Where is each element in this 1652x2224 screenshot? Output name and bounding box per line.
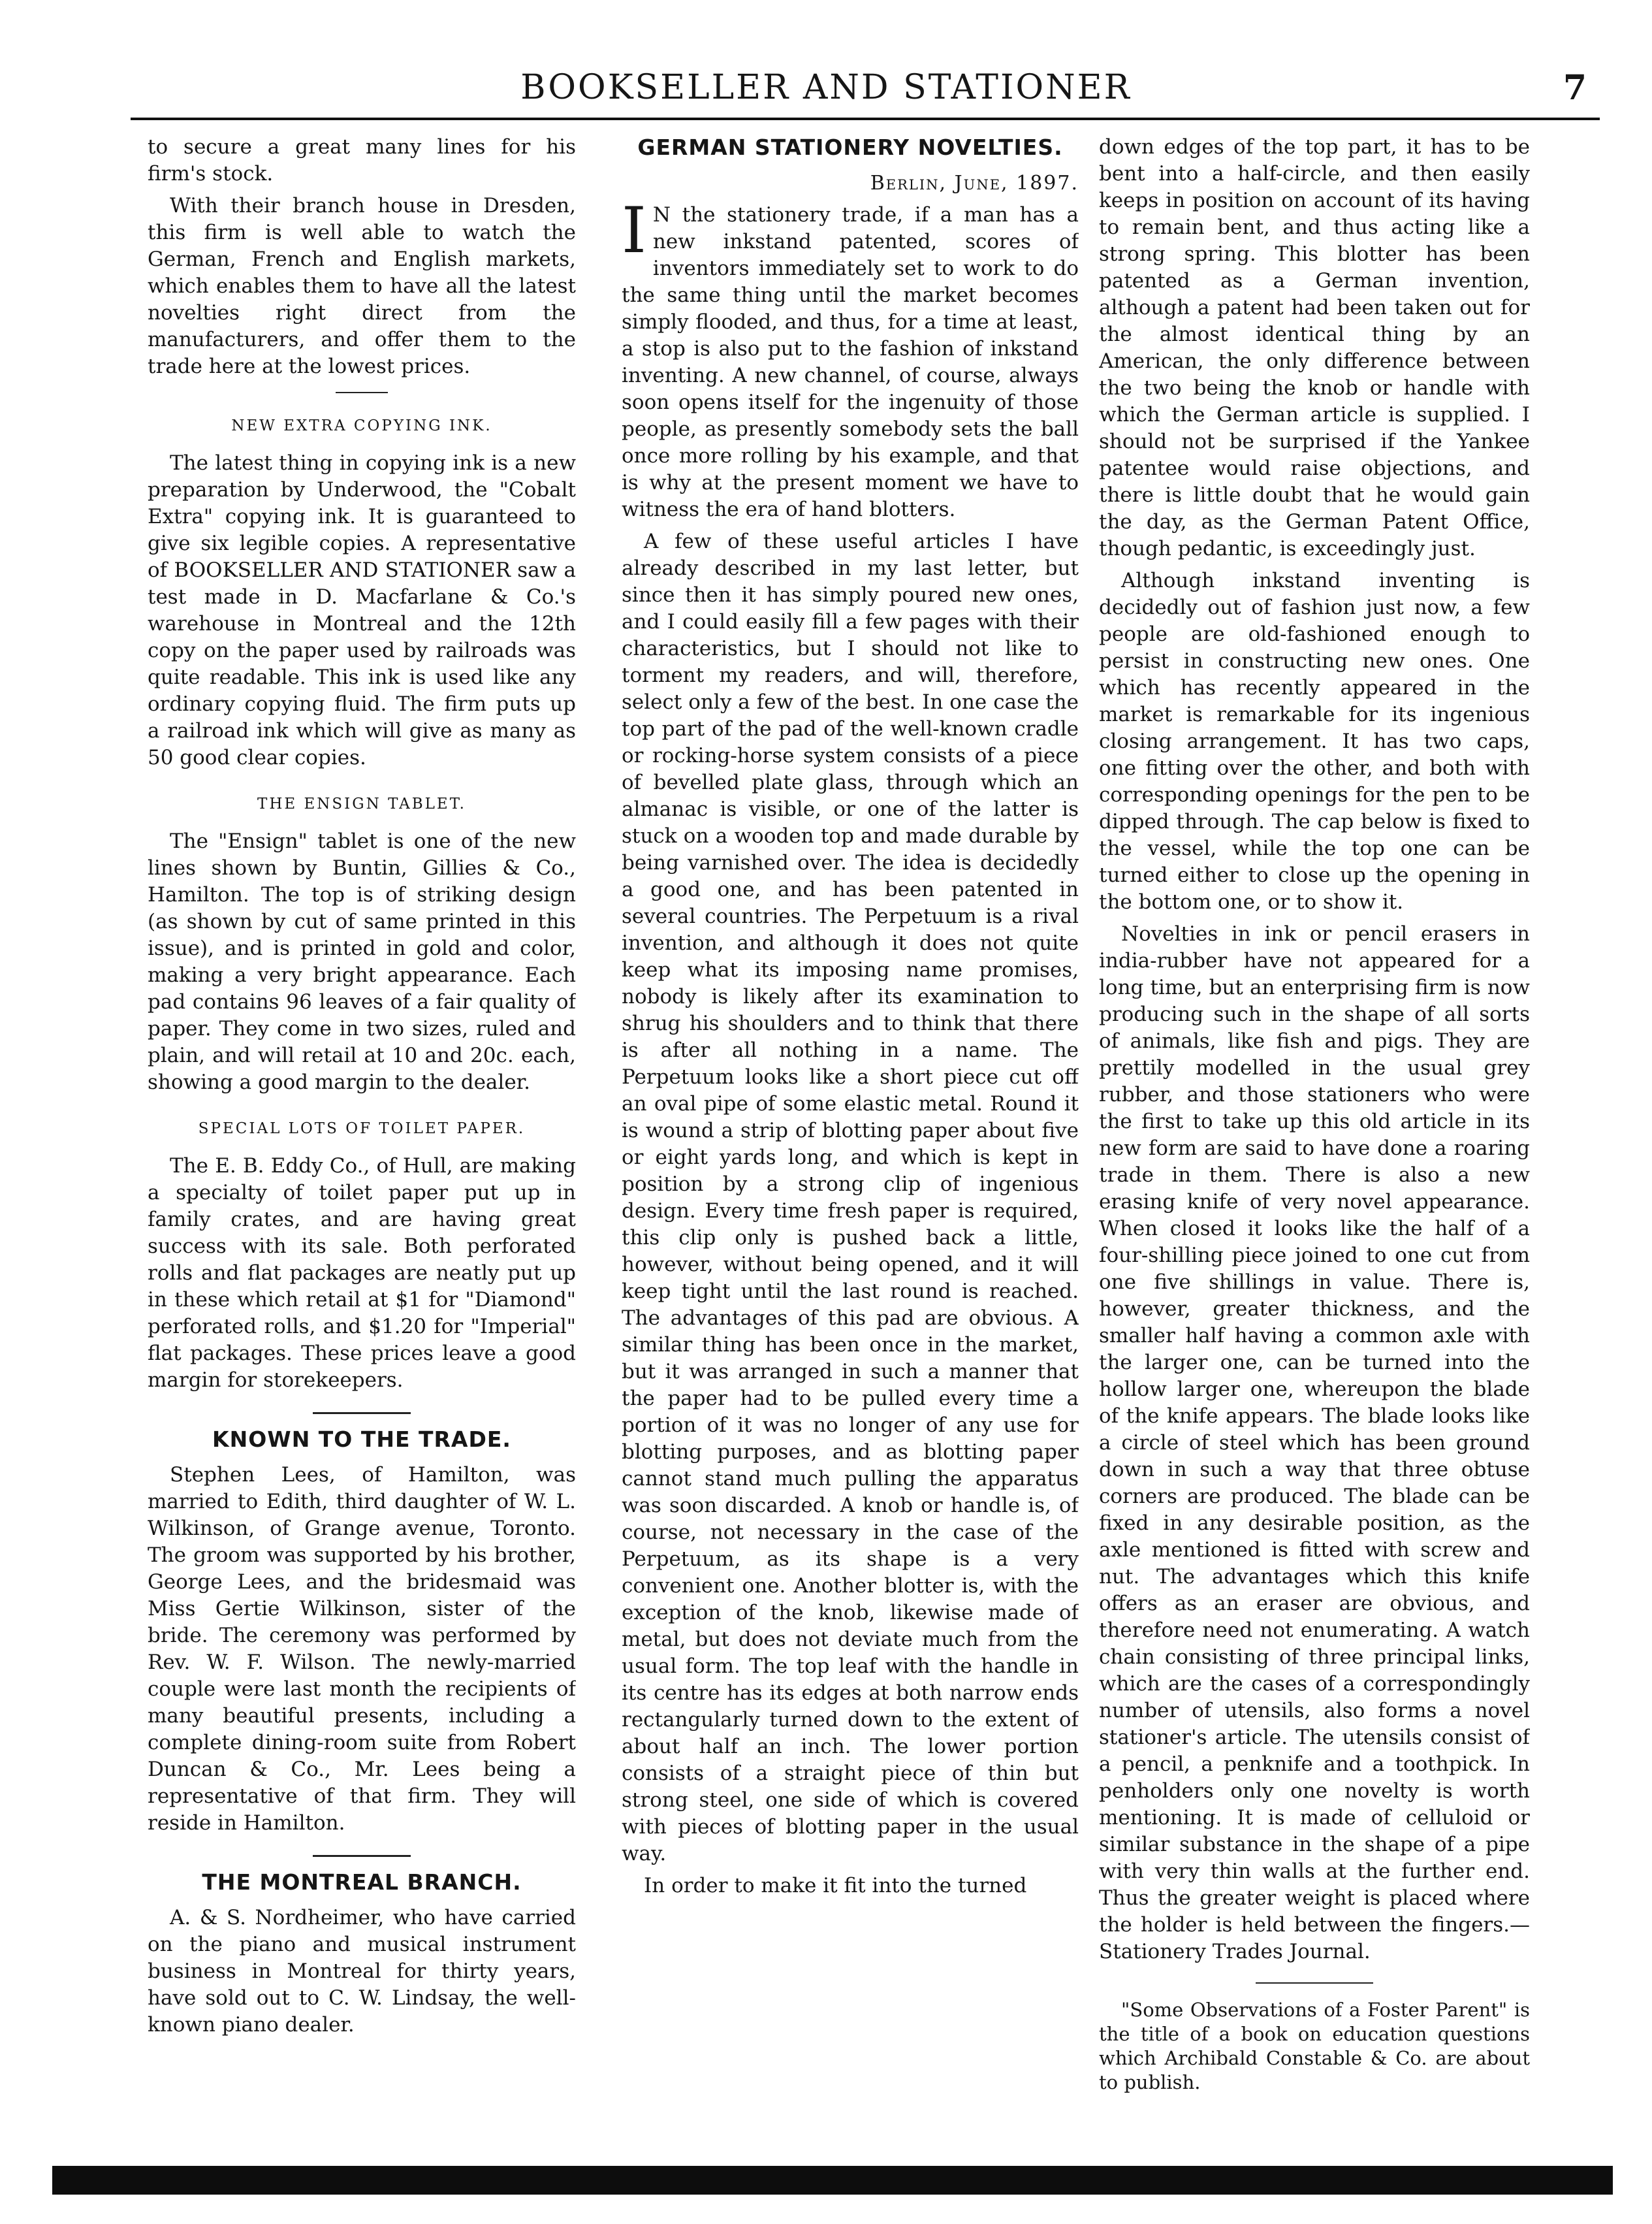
- paragraph-dresden-branch: With their branch house in Dresden, this firm is well able to watch the German, French and English markets, which enables them to have all the latest novelties right direct from the manufacturers, and offer them to the trade here at the lowest prices.: [148, 194, 576, 378]
- paragraph-inkstand-caps: Although inkstand inventing is decidedly out of fashion just now, a few people are old-fashioned enough to persist in constructing new ones. One which has recently appeared in the market is remarkable for its ingenious closing arrangement. It has two caps, one fitting over the other, and both with corresponding openings for the pen to be dipped through. The cap below is fixed to the vessel, while the top one can be turned either to close up the opening in the bottom one, or to show it.: [1099, 569, 1530, 914]
- heading-new-extra-copying-ink: NEW EXTRA COPYING INK.: [231, 417, 492, 434]
- heading-ensign-tablet: THE ENSIGN TABLET.: [257, 796, 466, 813]
- page-header: [0, 65, 1652, 124]
- paragraph-blotters: A few of these useful articles I have already described in my last letter, but since then it has simply poured new ones, and I could easily fill a few pages with their characteristics, but I should not like to torment my readers, and will, therefore, select only a few of the best. In one case the top part of the pad of the well-known cradle or rocking-horse system consists of a piece of bevelled plate glass, through which an almanac is visible, or one of the latter is stuck on a wooden top and made durable by being varnished over. The idea is decidedly a good one, and has been patented in several countries. The Perpetuum is a rival invention, and although it does not quite keep what its imposing name promises, nobody is likely after its examination to shrug his shoulders and to think that there is after all nothing in a name. The Perpetuum looks like a short piece cut off an oval pipe of some elastic metal. Round it is wound a strip of blotting paper about five or eight yards long, and which is kept in position by a strong clip of ingenious design. Every time fresh paper is required, this clip only is pushed back a little, however, without being opened, and it will keep tight until the last round is reached. The advantages of this pad are obvious. A similar thing has been once in the market, but it was arranged in such a manner that the paper had to be pulled every time a portion of it was no longer of any use for blotting purposes, and as blotting paper cannot stand much pulling the apparatus was soon discarded. A knob or handle is, of course, not necessary in the case of the Perpetuum, as its shape is a very convenient one. Another blotter is, with the exception of the knob, likewise made of metal, but does not deviate much from the usual form. The top leaf with the handle in its centre has its edges at both narrow ends rectangularly turned down to the extent of about half an inch. The lower portion consists of a straight piece of thin but strong steel, one side of which is covered with pieces of blotting paper in the usual way.: [622, 530, 1079, 1865]
- drop-cap: I: [622, 194, 646, 267]
- paragraph-nordheimer: A. & S. Nordheimer, who have carried on the piano and musical instrument business in Montreal for thirty years, have sold out to C. W. Lindsay, the well-known piano dealer.: [148, 1906, 576, 2037]
- paragraph-erasers: Novelties in ink or pencil erasers in india-rubber have not appeared for a long time, but an enterprising firm is now producing such in the shape of all sorts of animals, like fish and pigs. They are prettily modelled in the usual grey rubber, and those stationers who were the first to take up this old article in its new form are said to have done a roaring trade in them. There is also a new erasing knife of very novel appearance. When closed it looks like the half of a four-shilling piece joined to one cut from one five shillings in value. There is, however, greater thickness, and the smaller half having a common axle with the larger one, can be turned into the hollow larger one, whereupon the blade of the knife appears. The blade looks like a circle of steel which has been ground down in such a way that three obtuse corners are produced. The blade can be fixed in any desirable position, as the axle mentioned is fitted with screw and nut. The advantages which this knife offers as an eraser are obvious, and therefore need not enumerating. A watch chain consisting of three principal links, which are the cases of a correspondingly number of utensils, also forms a novel stationer's article. The utensils consist of a pencil, a penknife and a toothpick. In penholders only one novelty is worth mentioning. It is made of celluloid or similar substance in the shape of a pipe with very thin walls at the further end. Thus the greater weight is placed where the holder is held between the fingers.—Stationery Trades Journal.: [1099, 922, 1530, 1963]
- paragraph-foster-parent: "Some Observations of a Foster Parent" is the title of a book on education questions which Archibald Constable & Co. are about to publish.: [1099, 1999, 1530, 2093]
- header-rule: [131, 118, 1600, 120]
- dateline: Berlin, June, 1897.: [870, 172, 1079, 195]
- column-3: [1099, 134, 1530, 2100]
- paragraph-continued: to secure a great many lines for his firm's stock.: [148, 135, 576, 185]
- heading-german-stationery-novelties: GERMAN STATIONERY NOVELTIES.: [637, 135, 1063, 160]
- paragraph-blotter-patent: down edges of the top part, it has to be bent into a half-circle, and then easily keeps in position on account of its having to remain bent, and thus acting like a strong spring. This blotter has been patented as a German invention, although a patent had been taken out for the almost identical thing by an American, the only difference between the two being the knob or handle with which the German article is supplied. I should not be surprised if the Yankee patentee would raise objections, and there is little doubt that he would gain the day, as the German Patent Office, though pedantic, is exceedingly just.: [1099, 135, 1530, 560]
- running-title: BOOKSELLER AND STATIONER: [520, 68, 1132, 107]
- section-divider: [336, 392, 388, 393]
- paragraph-turned-edges: In order to make it fit into the turned: [644, 1874, 1027, 1897]
- paragraph-ensign-tablet: The "Ensign" tablet is one of the new lines shown by Buntin, Gillies & Co., Hamilton. The top is of striking design (as shown by cut of same printed in this issue), and is printed in gold and color, making a very bright appearance. Each pad contains 96 leaves of a fair quality of paper. They come in two sizes, ruled and plain, and will retail at 10 and 20c. each, showing a good margin to the dealer.: [148, 830, 576, 1094]
- paragraph-toilet-paper: The E. B. Eddy Co., of Hull, are making a specialty of toilet paper put up in family crates, and are having great success with its sale. Both perforated rolls and flat packages are neatly put up in these which retail at $1 for "Diamond" perforated rolls, and $1.20 for "Imperial" flat packages. These prices leave a good margin for storekeepers.: [148, 1154, 576, 1392]
- heading-known-to-the-trade: KNOWN TO THE TRADE.: [212, 1426, 511, 1452]
- column-2: [622, 134, 1079, 2100]
- heading-montreal-branch: THE MONTREAL BRANCH.: [202, 1869, 522, 1895]
- paragraph-inkstand: [622, 194, 1079, 523]
- paragraph-wedding: Stephen Lees, of Hamilton, was married to Edith, third daughter of W. L. Wilkinson, of Grange avenue, Toronto. The groom was supported by his brother, George Lees, and the bridesmaid was Miss Gertie Wilkinson, sister of the bride. The ceremony was performed by Rev. W. F. Wilson. The newly-married couple were last month the recipients of many beautiful presents, including a complete dining-room suite from Robert Duncan & Co., Mr. Lees being a representative of that firm. They will reside in Hamilton.: [148, 1463, 576, 1835]
- column-1: [148, 134, 576, 2100]
- page-number: 7: [1563, 68, 1587, 108]
- bottom-border-bar: [52, 2166, 1613, 2195]
- heading-toilet-paper: SPECIAL LOTS OF TOILET PAPER.: [198, 1120, 526, 1137]
- paragraph-inkstand-text: N the stationery trade, if a man has a new inkstand patented, scores of inventors immediately set to work to do the same thing until the market becomes simply flooded, and thus, for a time at least, a stop is also put to the fashion of inkstand inventing. A new channel, of course, always soon opens itself for the ingenuity of those people, as presently somebody sets the ball once more rolling by his example, and that is why at the present moment we have to witness the era of hand blotters.: [622, 203, 1079, 521]
- section-divider: [313, 1855, 411, 1857]
- section-divider: [313, 1412, 411, 1414]
- paragraph-copying-ink: The latest thing in copying ink is a new preparation by Underwood, the "Cobalt Extra" copying ink. It is guaranteed to give six legible copies. A representative of BOOKSELLER AND STATIONER saw a test made in D. Macfarlane & Co.'s warehouse in Montreal and the 12th copy on the paper used by railroads was quite readable. This ink is used like any ordinary copying fluid. The firm puts up a railroad ink which will give as many as 50 good clear copies.: [148, 451, 576, 769]
- section-divider: [1256, 1982, 1373, 1984]
